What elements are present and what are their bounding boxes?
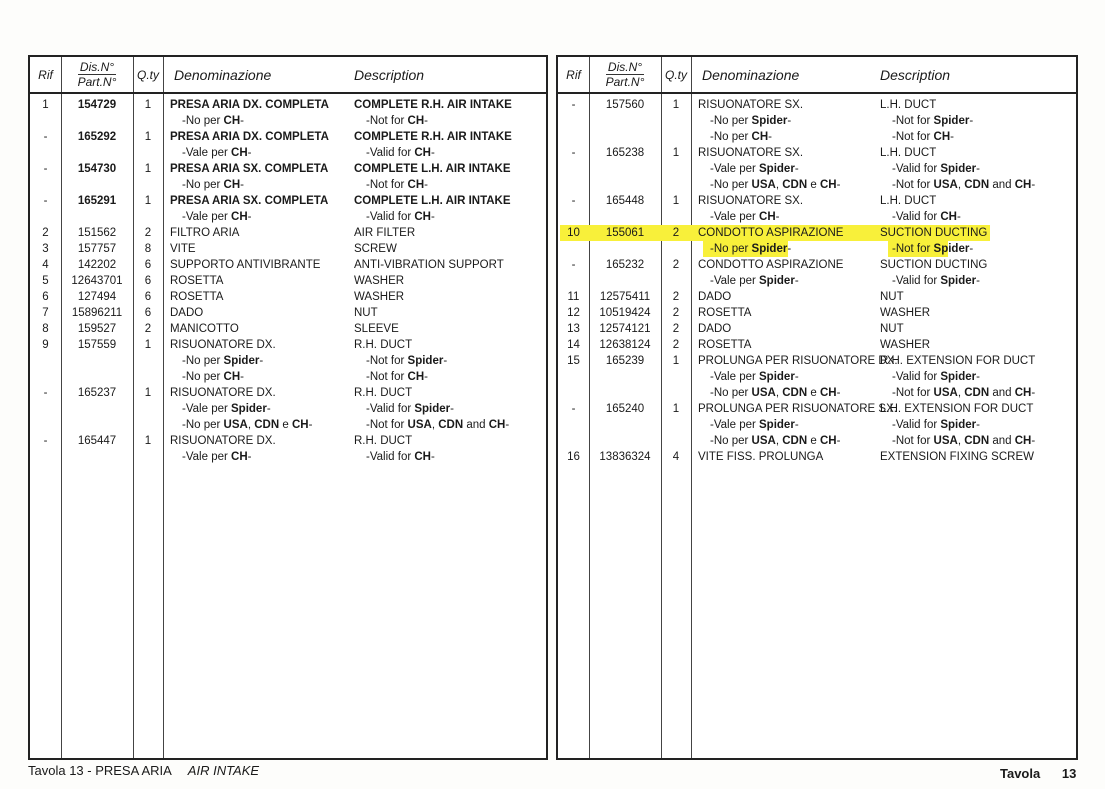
denominazione-cell bbox=[170, 193, 328, 225]
description-text: ANTI-VIBRATION SUPPORT bbox=[354, 259, 504, 271]
rif-cell: - bbox=[571, 195, 576, 207]
rif-cell: 6 bbox=[42, 291, 49, 303]
denominazione-cell bbox=[698, 145, 840, 193]
rif-cell: 7 bbox=[42, 307, 49, 319]
description-note: -Not for Spider- bbox=[892, 115, 974, 127]
header-denominazione: Denominazione bbox=[702, 66, 800, 83]
part-number-cell: 165447 bbox=[77, 435, 117, 447]
description-cell bbox=[354, 337, 447, 385]
description-text: L.H. DUCT bbox=[880, 147, 937, 159]
description-note: -Valid for Spider- bbox=[892, 275, 980, 287]
part-number-cell: 165292 bbox=[77, 131, 117, 143]
rif-cell: 1 bbox=[42, 99, 49, 111]
table-row bbox=[30, 385, 546, 433]
rif-cell: 12 bbox=[567, 307, 580, 319]
table-row bbox=[30, 257, 546, 273]
table-row bbox=[30, 97, 546, 129]
denominazione-cell bbox=[170, 337, 276, 385]
description-note: -Not for Spider- bbox=[366, 355, 448, 367]
rif-cell: - bbox=[43, 131, 48, 143]
qty-cell: 1 bbox=[672, 195, 680, 207]
denominazione-text: PRESA ARIA DX. COMPLETA bbox=[170, 131, 329, 143]
table-row bbox=[30, 129, 546, 161]
description-text: COMPLETE L.H. AIR INTAKE bbox=[354, 195, 511, 207]
footer-subtitle: AIR INTAKE bbox=[187, 763, 260, 778]
description-cell bbox=[354, 161, 511, 193]
denominazione-note: -Vale per Spider- bbox=[182, 403, 271, 415]
part-number-cell: 12643701 bbox=[71, 275, 123, 287]
description-cell bbox=[880, 257, 987, 289]
rif-cell: 3 bbox=[42, 243, 49, 255]
denominazione-cell bbox=[698, 97, 803, 145]
description-text: L.H. EXTENSION FOR DUCT bbox=[880, 403, 1034, 415]
part-number-cell: 154730 bbox=[77, 163, 117, 175]
description-cell bbox=[354, 321, 399, 337]
description-text: COMPLETE R.H. AIR INTAKE bbox=[354, 99, 512, 111]
denominazione-text: DADO bbox=[698, 291, 732, 303]
part-number-cell: 165237 bbox=[77, 387, 117, 399]
qty-cell: 1 bbox=[672, 147, 680, 159]
description-cell bbox=[880, 289, 904, 305]
part-number-cell: 15896211 bbox=[71, 307, 123, 319]
denominazione-cell bbox=[170, 433, 276, 465]
rif-cell: - bbox=[43, 435, 48, 447]
denominazione-text: PROLUNGA PER RISUONATORE SX. bbox=[698, 403, 897, 415]
header-part bbox=[589, 57, 661, 92]
qty-cell: 1 bbox=[144, 163, 152, 175]
description-cell bbox=[880, 145, 1035, 193]
description-text: WASHER bbox=[354, 275, 405, 287]
description-cell bbox=[354, 241, 397, 257]
denominazione-text: DADO bbox=[170, 307, 204, 319]
qty-cell: 6 bbox=[144, 259, 152, 271]
denominazione-text: PRESA ARIA SX. COMPLETA bbox=[170, 195, 329, 207]
description-cell bbox=[354, 257, 504, 273]
qty-cell: 6 bbox=[144, 291, 152, 303]
description-cell bbox=[880, 449, 1034, 465]
description-note: -Not for Spider- bbox=[892, 243, 974, 255]
description-note: -Valid for Spider- bbox=[366, 403, 454, 415]
denominazione-text: FILTRO ARIA bbox=[170, 227, 240, 239]
rif-cell: 5 bbox=[42, 275, 49, 287]
table-row bbox=[558, 337, 1076, 353]
qty-cell: 4 bbox=[672, 451, 680, 463]
part-number-cell: 165239 bbox=[605, 355, 645, 367]
denominazione-text: ROSETTA bbox=[170, 291, 224, 303]
part-number-cell: 155061 bbox=[605, 227, 645, 239]
qty-cell: 1 bbox=[672, 355, 680, 367]
denominazione-note: -Vale per CH- bbox=[182, 147, 252, 159]
table-row bbox=[558, 145, 1076, 193]
denominazione-text: RISUONATORE SX. bbox=[698, 195, 804, 207]
header-rif: Rif bbox=[38, 67, 53, 82]
denominazione-text: RISUONATORE DX. bbox=[170, 339, 276, 351]
rif-cell: 13 bbox=[567, 323, 580, 335]
description-note: -Valid for CH- bbox=[892, 211, 961, 223]
denominazione-text: ROSETTA bbox=[170, 275, 224, 287]
denominazione-text: PROLUNGA PER RISUONATORE DX. bbox=[698, 355, 898, 367]
table-row bbox=[558, 321, 1076, 337]
rif-cell: 14 bbox=[567, 339, 580, 351]
denominazione-cell bbox=[170, 273, 223, 289]
qty-cell: 1 bbox=[144, 99, 152, 111]
header-qty: Q.ty bbox=[664, 67, 687, 82]
denominazione-text: RISUONATORE SX. bbox=[698, 147, 804, 159]
denominazione-note: -Vale per CH- bbox=[182, 211, 252, 223]
part-number-cell: 154729 bbox=[77, 99, 117, 111]
table-row bbox=[558, 289, 1076, 305]
parts-table-right bbox=[556, 55, 1078, 760]
description-text: SUCTION DUCTING bbox=[880, 227, 988, 239]
denominazione-cell bbox=[698, 449, 823, 465]
denominazione-cell bbox=[698, 289, 731, 305]
description-text: WASHER bbox=[880, 339, 931, 351]
denominazione-text: ROSETTA bbox=[698, 307, 752, 319]
part-number-cell: 12638124 bbox=[599, 339, 651, 351]
qty-cell: 8 bbox=[144, 243, 152, 255]
footer-title: Tavola 13 - PRESA ARIA bbox=[28, 763, 172, 778]
qty-cell: 1 bbox=[672, 403, 680, 415]
denominazione-text: ROSETTA bbox=[698, 339, 752, 351]
footer-page-number: 13 bbox=[1061, 766, 1077, 781]
description-note: -Not for USA, CDN and CH- bbox=[892, 435, 1036, 447]
denominazione-note: -Vale per Spider- bbox=[710, 163, 799, 175]
denominazione-note: -No per Spider- bbox=[710, 243, 792, 255]
description-note: -Not for CH- bbox=[366, 115, 429, 127]
description-cell bbox=[354, 193, 511, 225]
table-row bbox=[30, 337, 546, 385]
table-row bbox=[30, 161, 546, 193]
description-cell bbox=[880, 225, 987, 257]
description-text: WASHER bbox=[354, 291, 405, 303]
denominazione-cell bbox=[170, 385, 312, 433]
description-text: WASHER bbox=[880, 307, 931, 319]
header-part-no: Part.N° bbox=[77, 75, 117, 89]
rif-cell: 8 bbox=[42, 323, 49, 335]
description-cell bbox=[880, 401, 1035, 449]
description-text: R.H. EXTENSION FOR DUCT bbox=[880, 355, 1036, 367]
denominazione-cell bbox=[698, 305, 751, 321]
table-row bbox=[558, 257, 1076, 289]
header-part bbox=[61, 57, 133, 92]
denominazione-note: -No per CH- bbox=[710, 131, 773, 143]
denominazione-text: VITE FISS. PROLUNGA bbox=[698, 451, 824, 463]
rif-cell: - bbox=[43, 387, 48, 399]
denominazione-cell bbox=[170, 225, 239, 241]
qty-cell: 1 bbox=[144, 387, 152, 399]
rif-cell: 11 bbox=[567, 291, 580, 303]
denominazione-text: RISUONATORE DX. bbox=[170, 387, 276, 399]
denominazione-text: VITE bbox=[170, 243, 196, 255]
description-text: NUT bbox=[880, 291, 904, 303]
denominazione-cell bbox=[170, 289, 223, 305]
rif-cell: 9 bbox=[42, 339, 49, 351]
denominazione-cell bbox=[698, 225, 843, 257]
denominazione-cell bbox=[170, 305, 203, 321]
denominazione-text: CONDOTTO ASPIRAZIONE bbox=[698, 227, 844, 239]
denominazione-note: -No per USA, CDN e CH- bbox=[710, 435, 841, 447]
qty-cell: 2 bbox=[144, 227, 152, 239]
denominazione-note: -No per USA, CDN e CH- bbox=[182, 419, 313, 431]
denominazione-cell bbox=[698, 257, 843, 289]
denominazione-cell bbox=[170, 321, 239, 337]
denominazione-text: MANICOTTO bbox=[170, 323, 239, 335]
part-number-cell: 165240 bbox=[605, 403, 645, 415]
table-row bbox=[558, 305, 1076, 321]
description-text: R.H. DUCT bbox=[354, 339, 413, 351]
denominazione-text: DADO bbox=[698, 323, 732, 335]
denominazione-note: -Vale per CH- bbox=[710, 211, 780, 223]
table-row bbox=[558, 97, 1076, 145]
part-number-cell: 10519424 bbox=[599, 307, 651, 319]
table-row bbox=[558, 193, 1076, 225]
description-note: -Valid for CH- bbox=[366, 147, 435, 159]
description-cell bbox=[880, 353, 1035, 401]
description-text: COMPLETE L.H. AIR INTAKE bbox=[354, 163, 511, 175]
qty-cell: 2 bbox=[672, 339, 680, 351]
description-cell bbox=[354, 289, 404, 305]
description-text: L.H. DUCT bbox=[880, 99, 937, 111]
denominazione-cell bbox=[170, 241, 196, 257]
rif-cell: - bbox=[571, 99, 576, 111]
rif-cell: 16 bbox=[567, 451, 580, 463]
description-text: R.H. DUCT bbox=[354, 435, 413, 447]
denominazione-text: SUPPORTO ANTIVIBRANTE bbox=[170, 259, 321, 271]
description-note: -Valid for Spider- bbox=[892, 419, 980, 431]
table-row bbox=[30, 241, 546, 257]
part-number-cell: 157560 bbox=[605, 99, 645, 111]
description-note: -Valid for Spider- bbox=[892, 371, 980, 383]
part-number-cell: 142202 bbox=[77, 259, 117, 271]
description-note: -Not for USA, CDN and CH- bbox=[892, 387, 1036, 399]
denominazione-note: -No per USA, CDN e CH- bbox=[710, 179, 841, 191]
denominazione-cell bbox=[170, 97, 329, 129]
description-text: COMPLETE R.H. AIR INTAKE bbox=[354, 131, 512, 143]
part-number-cell: 165238 bbox=[605, 147, 645, 159]
table-row bbox=[558, 449, 1076, 465]
rif-cell: - bbox=[571, 259, 576, 271]
description-text: EXTENSION FIXING SCREW bbox=[880, 451, 1034, 463]
table-row bbox=[558, 225, 1076, 257]
part-number-cell: 127494 bbox=[77, 291, 117, 303]
denominazione-cell bbox=[170, 257, 320, 273]
qty-cell: 6 bbox=[144, 307, 152, 319]
description-note: -Not for USA, CDN and CH- bbox=[892, 179, 1036, 191]
description-text: NUT bbox=[880, 323, 904, 335]
description-cell bbox=[354, 385, 509, 433]
description-note: -Valid for CH- bbox=[366, 211, 435, 223]
part-number-cell: 157559 bbox=[77, 339, 117, 351]
description-text: SCREW bbox=[354, 243, 397, 255]
qty-cell: 2 bbox=[672, 307, 680, 319]
description-note: -Not for USA, CDN and CH- bbox=[366, 419, 510, 431]
rif-cell: - bbox=[571, 147, 576, 159]
qty-cell: 1 bbox=[144, 131, 152, 143]
qty-cell: 1 bbox=[144, 435, 152, 447]
table-row bbox=[30, 193, 546, 225]
denominazione-note: -Vale per Spider- bbox=[710, 419, 799, 431]
denominazione-cell bbox=[698, 401, 897, 449]
table-row bbox=[30, 273, 546, 289]
denominazione-note: -No per Spider- bbox=[710, 115, 792, 127]
denominazione-text: PRESA ARIA DX. COMPLETA bbox=[170, 99, 329, 111]
description-text: AIR FILTER bbox=[354, 227, 416, 239]
qty-cell: 2 bbox=[672, 291, 680, 303]
header-dis: Dis.N° bbox=[606, 61, 645, 75]
description-cell bbox=[880, 193, 961, 225]
header-description: Description bbox=[880, 66, 951, 83]
table-row bbox=[30, 289, 546, 305]
description-cell bbox=[354, 97, 512, 129]
denominazione-text: RISUONATORE SX. bbox=[698, 99, 804, 111]
parts-table-left bbox=[28, 55, 548, 760]
part-number-cell: 13836324 bbox=[599, 451, 651, 463]
header-rif: Rif bbox=[566, 67, 581, 82]
part-number-cell: 12575411 bbox=[599, 291, 651, 303]
header-part-no: Part.N° bbox=[605, 75, 645, 89]
rif-cell: 15 bbox=[567, 355, 580, 367]
rif-cell: - bbox=[43, 195, 48, 207]
qty-cell: 2 bbox=[672, 227, 680, 239]
part-number-cell: 151562 bbox=[77, 227, 117, 239]
description-cell bbox=[354, 273, 404, 289]
denominazione-cell bbox=[698, 193, 803, 225]
rif-cell: - bbox=[43, 163, 48, 175]
description-note: -Not for CH- bbox=[366, 179, 429, 191]
qty-cell: 2 bbox=[672, 259, 680, 271]
description-text: L.H. DUCT bbox=[880, 195, 937, 207]
qty-cell: 2 bbox=[144, 323, 152, 335]
denominazione-cell bbox=[698, 353, 898, 401]
table-row bbox=[30, 433, 546, 465]
part-number-cell: 165291 bbox=[77, 195, 117, 207]
description-note: -Not for CH- bbox=[892, 131, 955, 143]
part-number-cell: 165448 bbox=[605, 195, 645, 207]
denominazione-note: -No per Spider- bbox=[182, 355, 264, 367]
description-text: R.H. DUCT bbox=[354, 387, 413, 399]
part-number-cell: 165232 bbox=[605, 259, 645, 271]
rif-cell: 4 bbox=[42, 259, 49, 271]
table-row bbox=[30, 305, 546, 321]
description-note: -Valid for Spider- bbox=[892, 163, 980, 175]
denominazione-note: -Vale per Spider- bbox=[710, 371, 799, 383]
denominazione-note: -No per CH- bbox=[182, 115, 245, 127]
description-note: -Valid for CH- bbox=[366, 451, 435, 463]
description-note: -Not for CH- bbox=[366, 371, 429, 383]
footer-right bbox=[1000, 766, 1076, 781]
description-text: SLEEVE bbox=[354, 323, 399, 335]
denominazione-note: -No per USA, CDN e CH- bbox=[710, 387, 841, 399]
description-cell bbox=[880, 305, 930, 321]
description-cell bbox=[880, 97, 973, 145]
denominazione-text: CONDOTTO ASPIRAZIONE bbox=[698, 259, 844, 271]
denominazione-cell bbox=[698, 337, 751, 353]
header-qty: Q.ty bbox=[136, 67, 159, 82]
rif-cell: 10 bbox=[567, 227, 580, 239]
table-row bbox=[30, 321, 546, 337]
footer-left bbox=[28, 763, 259, 778]
table-row bbox=[558, 353, 1076, 401]
rif-cell: 2 bbox=[42, 227, 49, 239]
table-row bbox=[30, 225, 546, 241]
header-dis: Dis.N° bbox=[78, 61, 117, 75]
qty-cell: 1 bbox=[144, 195, 152, 207]
qty-cell: 1 bbox=[672, 99, 680, 111]
denominazione-text: RISUONATORE DX. bbox=[170, 435, 276, 447]
description-text: NUT bbox=[354, 307, 378, 319]
denominazione-cell bbox=[170, 129, 329, 161]
header-description: Description bbox=[354, 66, 425, 83]
qty-cell: 6 bbox=[144, 275, 152, 287]
denominazione-note: -No per CH- bbox=[182, 179, 245, 191]
footer-tavola-label: Tavola bbox=[1000, 766, 1041, 781]
description-text: SUCTION DUCTING bbox=[880, 259, 988, 271]
description-cell bbox=[354, 305, 378, 321]
denominazione-note: -Vale per Spider- bbox=[710, 275, 799, 287]
qty-cell: 2 bbox=[672, 323, 680, 335]
description-cell bbox=[880, 321, 904, 337]
denominazione-cell bbox=[170, 161, 328, 193]
description-cell bbox=[354, 129, 512, 161]
part-number-cell: 12574121 bbox=[599, 323, 651, 335]
description-cell bbox=[354, 433, 435, 465]
description-cell bbox=[880, 337, 930, 353]
denominazione-cell bbox=[698, 321, 731, 337]
qty-cell: 1 bbox=[144, 339, 152, 351]
denominazione-note: -No per CH- bbox=[182, 371, 245, 383]
denominazione-note: -Vale per CH- bbox=[182, 451, 252, 463]
denominazione-text: PRESA ARIA SX. COMPLETA bbox=[170, 163, 329, 175]
table-row bbox=[558, 401, 1076, 449]
rif-cell: - bbox=[571, 403, 576, 415]
part-number-cell: 159527 bbox=[77, 323, 117, 335]
description-cell bbox=[354, 225, 415, 241]
header-denominazione: Denominazione bbox=[174, 66, 272, 83]
part-number-cell: 157757 bbox=[77, 243, 117, 255]
